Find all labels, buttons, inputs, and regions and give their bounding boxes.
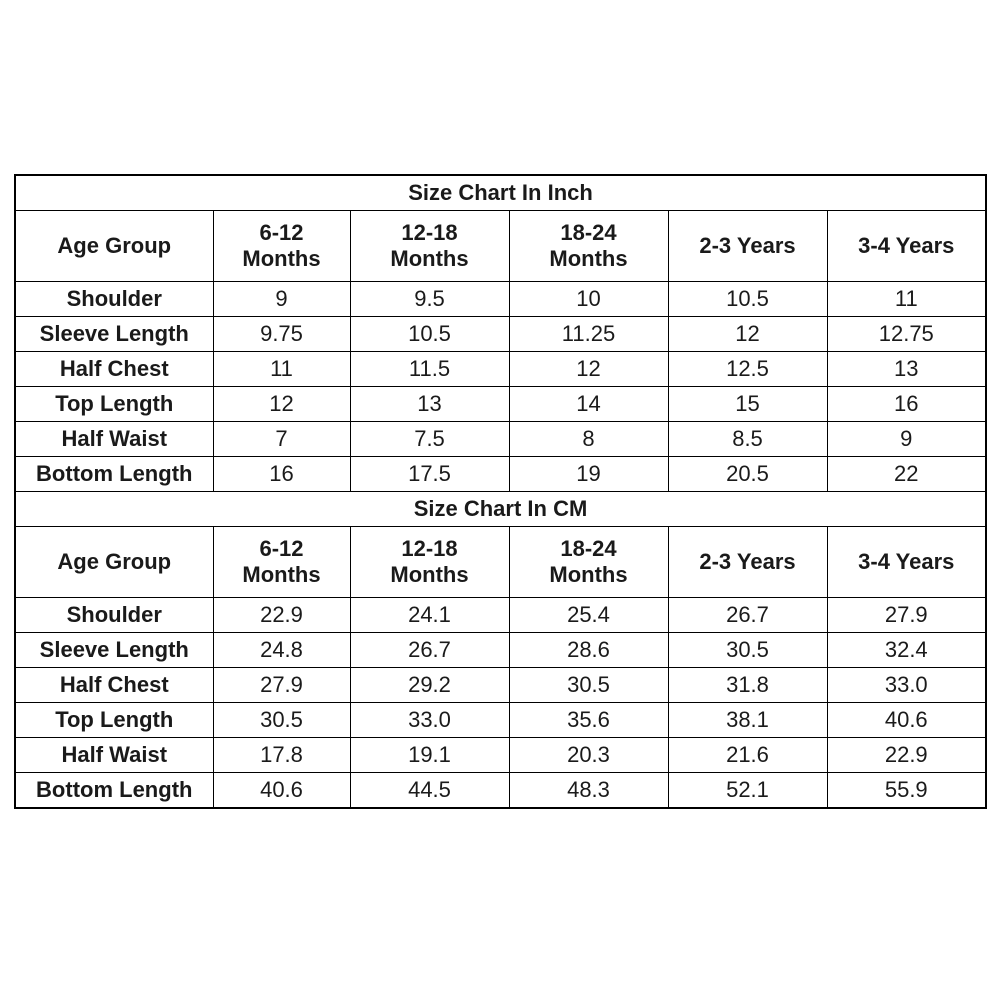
column-header-row <box>15 211 986 282</box>
table-row <box>15 668 986 703</box>
table-row <box>15 387 986 422</box>
table-cell: 52.1 <box>668 773 827 809</box>
table-cell: 48.3 <box>509 773 668 809</box>
table-cell: 27.9 <box>827 598 986 633</box>
table-cell: 12.5 <box>668 352 827 387</box>
column-header-row <box>15 527 986 598</box>
table-cell: 10.5 <box>350 317 509 352</box>
row-label: Half Chest <box>15 352 213 387</box>
table-cell: 8 <box>509 422 668 457</box>
column-header-line: 18-24 <box>560 536 617 561</box>
table-cell: 10.5 <box>668 282 827 317</box>
table-cell: 26.7 <box>350 633 509 668</box>
column-header: 2-3 Years <box>668 211 827 282</box>
column-header: 2-3 Years <box>668 527 827 598</box>
age-group-header: Age Group <box>15 527 213 598</box>
table-cell: 16 <box>827 387 986 422</box>
table-row <box>15 773 986 809</box>
table-row <box>15 598 986 633</box>
column-header-line: 6-12 <box>259 220 304 245</box>
column-header-line: Months <box>242 246 321 271</box>
table-cell: 17.5 <box>350 457 509 492</box>
section-title-row <box>15 175 986 211</box>
table-row <box>15 352 986 387</box>
table-cell: 22.9 <box>827 738 986 773</box>
column-header-line: Months <box>390 246 469 271</box>
table-cell: 24.1 <box>350 598 509 633</box>
table-cell: 44.5 <box>350 773 509 809</box>
table-cell: 20.5 <box>668 457 827 492</box>
table-cell: 9 <box>213 282 350 317</box>
table-row <box>15 317 986 352</box>
table-cell: 19 <box>509 457 668 492</box>
table-row <box>15 633 986 668</box>
column-header: 3-4 Years <box>827 211 986 282</box>
table-cell: 12 <box>509 352 668 387</box>
row-label: Half Waist <box>15 422 213 457</box>
table-row <box>15 422 986 457</box>
table-cell: 28.6 <box>509 633 668 668</box>
table-cell: 11 <box>213 352 350 387</box>
table-cell: 55.9 <box>827 773 986 809</box>
section-title-cm: Size Chart In CM <box>15 492 986 527</box>
size-chart-body <box>15 175 986 808</box>
table-cell: 30.5 <box>509 668 668 703</box>
table-cell: 17.8 <box>213 738 350 773</box>
table-cell: 35.6 <box>509 703 668 738</box>
row-label: Bottom Length <box>15 457 213 492</box>
table-cell: 22 <box>827 457 986 492</box>
row-label: Top Length <box>15 387 213 422</box>
column-header-line: 12-18 <box>401 220 458 245</box>
section-title-inch: Size Chart In Inch <box>15 175 986 211</box>
size-chart-table <box>14 174 987 809</box>
table-cell: 33.0 <box>350 703 509 738</box>
table-cell: 9.5 <box>350 282 509 317</box>
table-cell: 12.75 <box>827 317 986 352</box>
table-cell: 40.6 <box>213 773 350 809</box>
table-cell: 12 <box>668 317 827 352</box>
table-row <box>15 738 986 773</box>
table-row <box>15 282 986 317</box>
table-cell: 8.5 <box>668 422 827 457</box>
table-cell: 12 <box>213 387 350 422</box>
table-cell: 15 <box>668 387 827 422</box>
table-cell: 22.9 <box>213 598 350 633</box>
table-cell: 9 <box>827 422 986 457</box>
table-cell: 7.5 <box>350 422 509 457</box>
column-header <box>509 211 668 282</box>
column-header <box>350 211 509 282</box>
table-cell: 27.9 <box>213 668 350 703</box>
row-label: Sleeve Length <box>15 317 213 352</box>
column-header <box>350 527 509 598</box>
row-label: Shoulder <box>15 598 213 633</box>
table-cell: 26.7 <box>668 598 827 633</box>
table-cell: 9.75 <box>213 317 350 352</box>
column-header-line: Months <box>390 562 469 587</box>
table-cell: 30.5 <box>213 703 350 738</box>
table-cell: 7 <box>213 422 350 457</box>
table-cell: 11 <box>827 282 986 317</box>
column-header <box>213 527 350 598</box>
column-header: 3-4 Years <box>827 527 986 598</box>
table-cell: 14 <box>509 387 668 422</box>
table-cell: 13 <box>827 352 986 387</box>
table-cell: 31.8 <box>668 668 827 703</box>
column-header <box>213 211 350 282</box>
table-cell: 30.5 <box>668 633 827 668</box>
table-cell: 19.1 <box>350 738 509 773</box>
table-cell: 24.8 <box>213 633 350 668</box>
table-cell: 21.6 <box>668 738 827 773</box>
row-label: Bottom Length <box>15 773 213 809</box>
table-cell: 20.3 <box>509 738 668 773</box>
table-cell: 13 <box>350 387 509 422</box>
table-cell: 32.4 <box>827 633 986 668</box>
table-row <box>15 703 986 738</box>
column-header <box>509 527 668 598</box>
row-label: Half Chest <box>15 668 213 703</box>
section-title-row <box>15 492 986 527</box>
column-header-line: Months <box>549 246 628 271</box>
column-header-line: Months <box>549 562 628 587</box>
age-group-header: Age Group <box>15 211 213 282</box>
table-cell: 40.6 <box>827 703 986 738</box>
row-label: Top Length <box>15 703 213 738</box>
row-label: Sleeve Length <box>15 633 213 668</box>
table-cell: 29.2 <box>350 668 509 703</box>
column-header-line: 12-18 <box>401 536 458 561</box>
table-cell: 25.4 <box>509 598 668 633</box>
table-cell: 16 <box>213 457 350 492</box>
table-cell: 33.0 <box>827 668 986 703</box>
row-label: Shoulder <box>15 282 213 317</box>
table-cell: 38.1 <box>668 703 827 738</box>
column-header-line: Months <box>242 562 321 587</box>
table-cell: 10 <box>509 282 668 317</box>
column-header-line: 18-24 <box>560 220 617 245</box>
table-row <box>15 457 986 492</box>
column-header-line: 6-12 <box>259 536 304 561</box>
table-cell: 11.5 <box>350 352 509 387</box>
table-cell: 11.25 <box>509 317 668 352</box>
row-label: Half Waist <box>15 738 213 773</box>
